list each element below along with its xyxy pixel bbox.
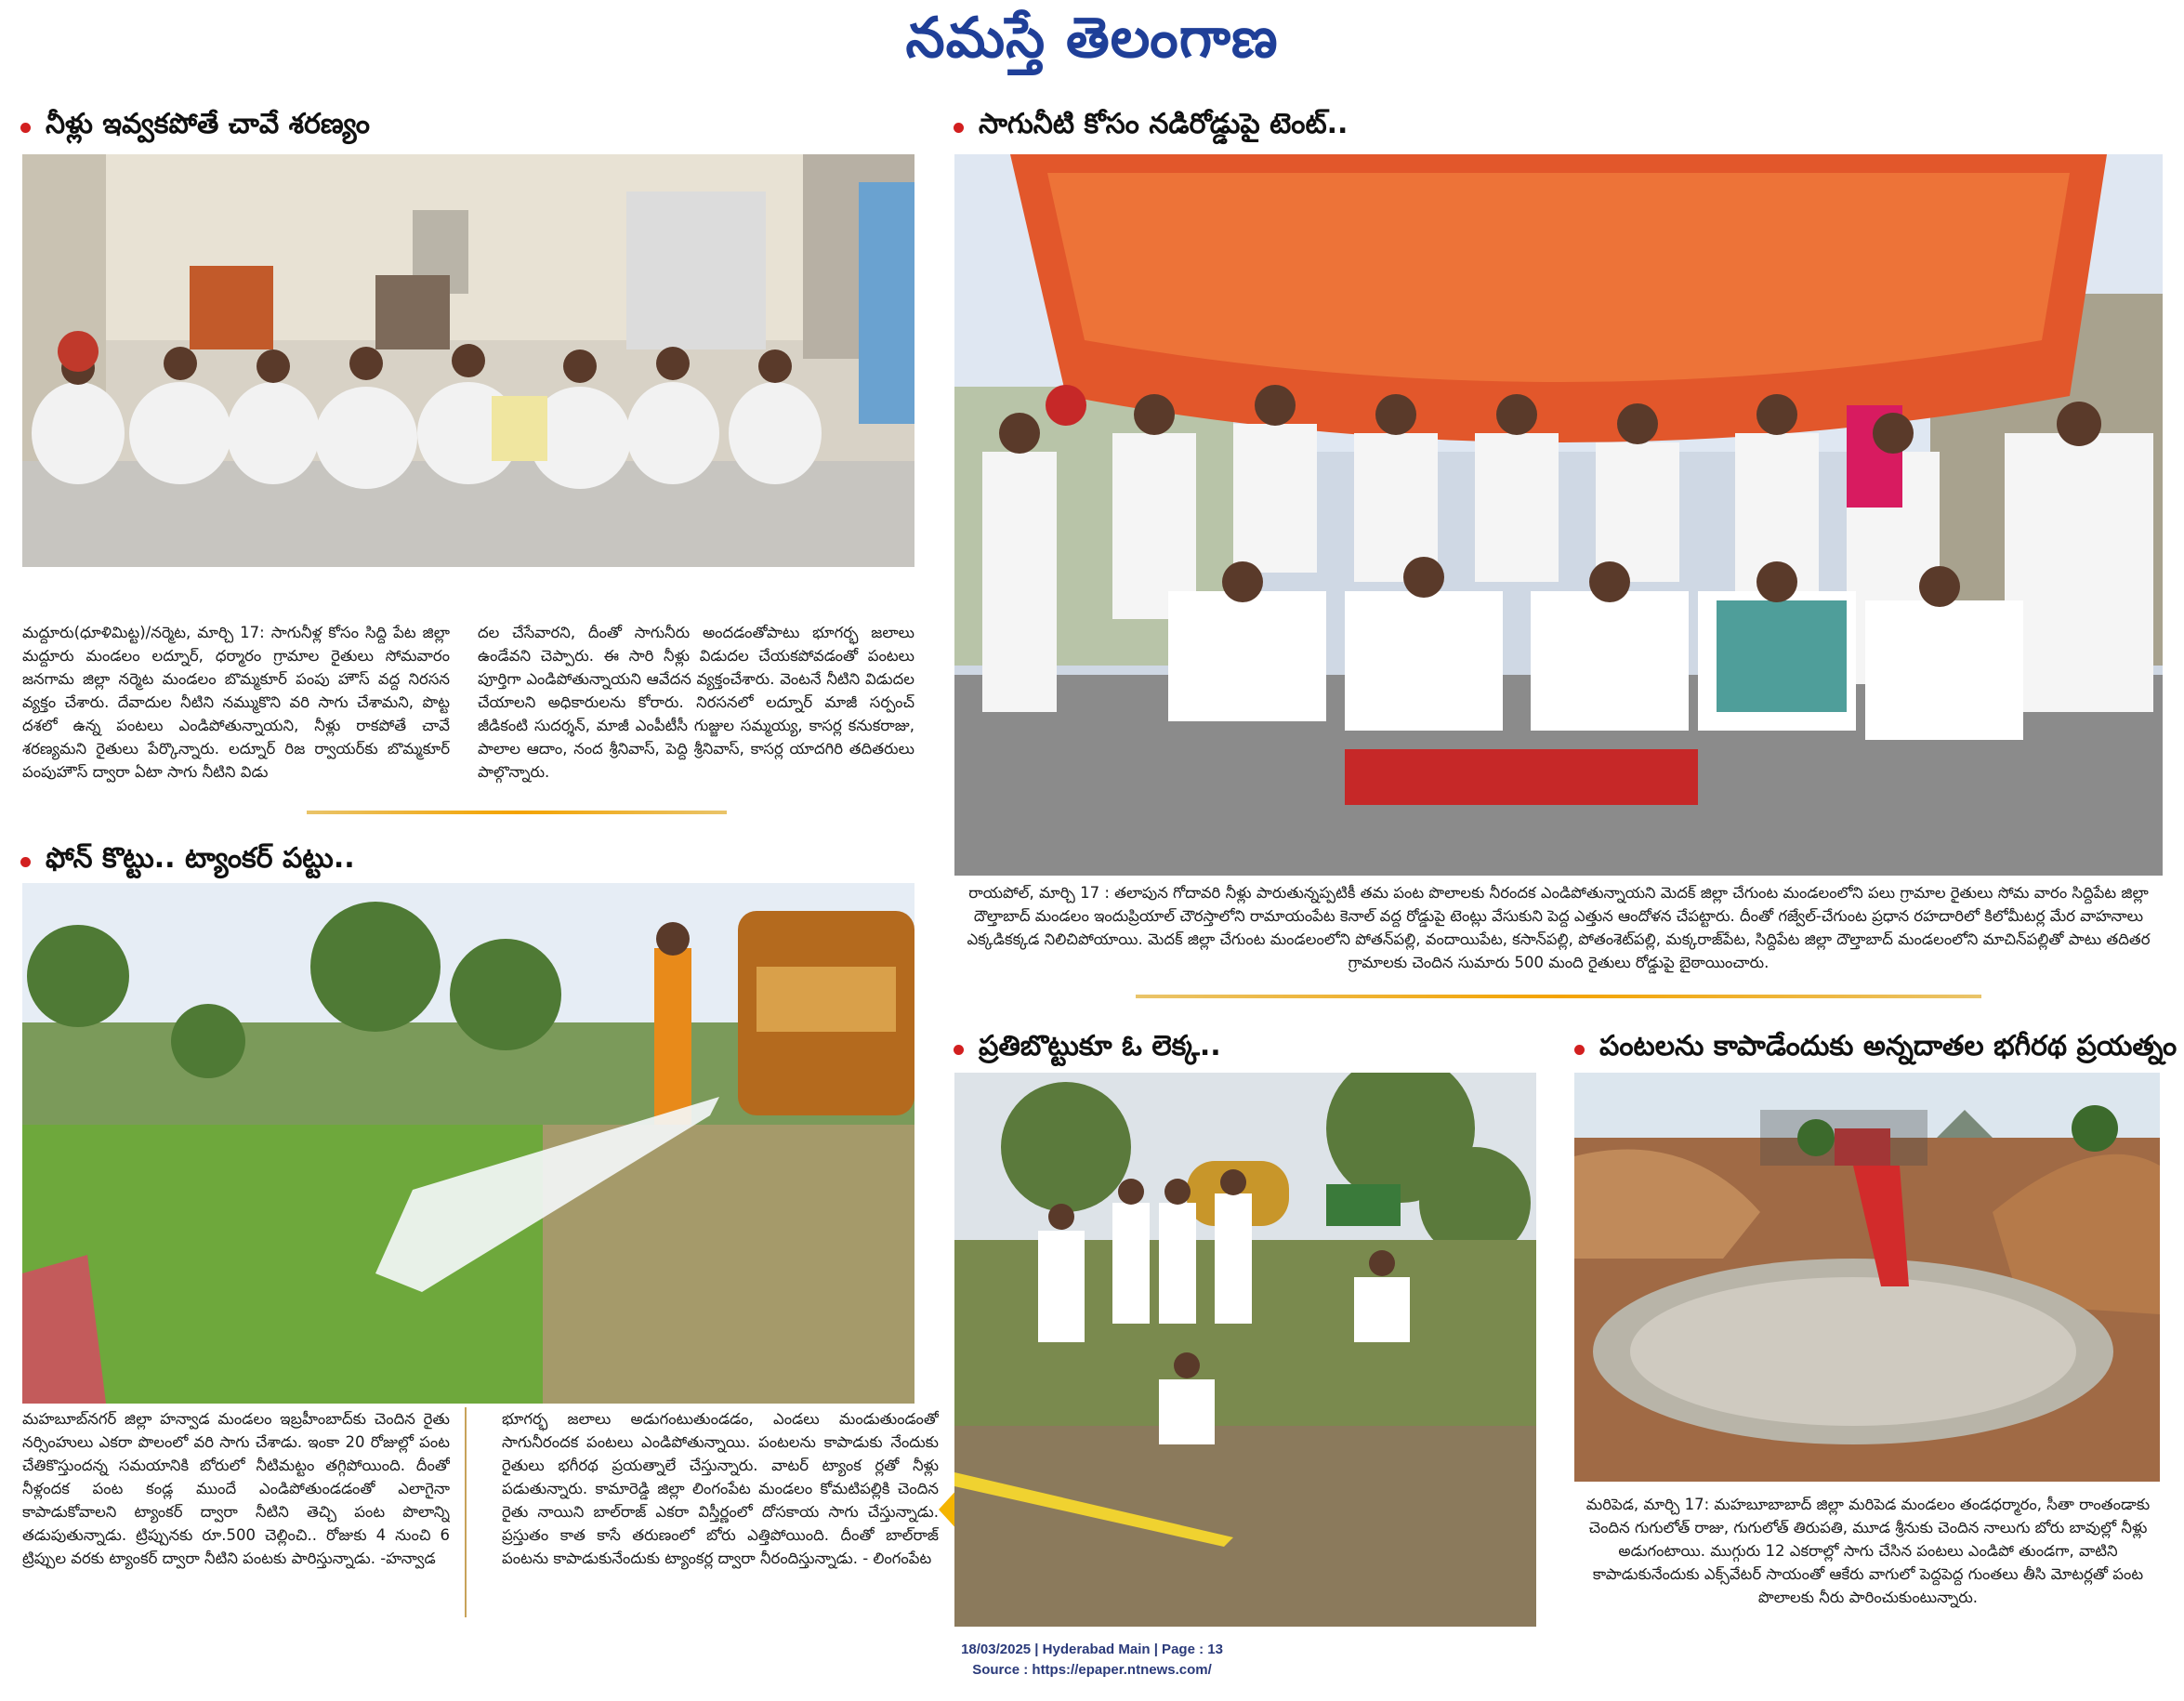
article-3-photo-water-tanker [22,883,914,1404]
bullet-icon [20,123,31,133]
article-5-title: పంటలను కాపాడేందుకు అన్నదాతల భగీరథ ప్రయత్నం [1599,1030,2177,1062]
article-4-heading [954,1030,1221,1069]
article-3-heading [20,842,355,881]
article-5-heading [1574,1030,2177,1069]
article-4-photo-farmers-field [954,1073,1536,1627]
article-2-title: సాగునీటి కోసం నడిరోడ్డుపై టెంట్‌.. [979,108,1349,140]
column-divider [465,1407,467,1617]
article-1-text-col-2: దల చేసేవారని, దీంతో సాగునీరు అందడంతోపాటు భూగర్భ జలాలు ఉండేవని చెప్పారు. ఈ సారి నీళ్లు విడుదల చేయకపోవడంతో పంటలు పూర్తిగా ఎండిపోతున్నాయని ఆవేదన వ్యక్తంచేశారు. వెంటనే నీటిని విడుదల చేయాలని అధికారులను కోరారు. నిరసనలో లద్నూర్‌ మాజీ సర్పంచ్‌ జీడికంటి సుదర్శన్‌, మాజీ ఎంపీటీసీ గుజ్జుల సమ్మయ్య, కాసర్ల కనుకరాజు, పాలాల ఆదాం, నంద శ్రీనివాస్‌, పెద్ది శ్రీనివాస్‌, కాసర్ల యాదగిరి తదితరులు పాల్గొన్నారు. [478,624,914,781]
article-4-title: ప్రతిబొట్టుకూ ఓ లెక్క.. [979,1030,1221,1062]
article-1-title: నీళ్లు ఇవ్వకపోతే చావే శరణ్యం [46,108,371,140]
article-1-photo-farmers-protest [22,154,914,567]
bullet-icon [954,123,964,133]
article-2-text: రాయపోల్‌, మార్చి 17 : తలాపున గోదావరి నీళ్లు పారుతున్నప్పటికీ తమ పంట పొలాలకు నీరందక ఎండిపోతున్నాయని మెదక్‌ జిల్లా చేగుంట మండలంలోని పలు గ్రామాల రైతులు సోమ వారం సిద్దిపేట జిల్లా దౌల్తాబాద్‌ మండలం ఇందుప్రియాల్‌ చౌరస్తాలోని రామాయంపేట కెనాల్‌ వద్ద రోడ్డుపై టెంట్లు వేసుకుని పెద్ద ఎత్తున ఆందోళన చేపట్టారు. దీంతో గజ్వేల్‌-చేగుంట ప్రధాన రహదారిలో కిలోమీటర్ల మేర వాహనాలు ఎక్కడికక్కడ నిలిచిపోయాయి. మెదక్‌ జిల్లా చేగుంట మండలంలోని పోతన్‌పల్లి, వందాయిపేట, కసాన్‌పల్లి, పోతంశెట్‌పల్లి, మక్కరాజ్‌పేట, సిద్దిపేట జిల్లా దౌల్తాబాద్‌ మండలంలోని మాచిన్‌పల్లితో పాటు తదితర గ్రామాలకు చెందిన సుమారు 500 మంది రైతులు రోడ్డుపై బైఠాయించారు. [967,884,2151,971]
article-2-divider [1136,995,1981,998]
article-5-text: మరిపెడ, మార్చి 17: మహబూబాబాద్‌ జిల్లా మరిపెడ మండలం తండధర్మారం, సీతా రాంతండాకు చెందిన గుగులోత్‌ రాజు, గుగులోత్‌ తిరుపతి, మూడ శ్రీనుకు చెందిన నాలుగు బోరు బావుల్లో నీళ్లు అడుగంటాయి. ముగ్గురు 12 ఎకరాల్లో సాగు చేసిన పంటలు ఎండిపో తుండగా, వాటిని కాపాడుకునేందుకు ఎక్స్‌వేటర్‌ సాయంతో ఆకేరు వాగులో పెద్దపెద్ద గుంతలు తీసి మోటర్లతో పంట పొలాలకు నీరు పారించుకుంటున్నారు. [1585,1496,2151,1606]
masthead-logo: నమస్తే తెలంగాణ [905,6,1279,71]
article-1-text-col-1: మద్దూరు(ధూళిమిట్ట)/నర్మెట, మార్చి 17: సాగునీళ్ల కోసం సిద్ది పేట జిల్లా మద్దూరు మండలం లద్నూర్‌, ధర్మారం గ్రామాల రైతులు సోమవారం జనగామ జిల్లా నర్మెట మండలం బొమ్మకూర్‌ పంపు హౌస్‌ వద్ద నిరసన వ్యక్తం చేశారు. దేవాదుల నీటిని నమ్ముకొని వరి సాగు చేశామని, పొట్ట దశలో ఉన్న పంటలు ఎండిపోతున్నాయని, నీళ్లు రాకపోతే చావే శరణ్యమని రైతులు పేర్కొన్నారు. లద్నూర్‌ రిజ ర్వాయర్‌కు బొమ్మకూర్‌ పంపుహౌస్‌ ద్వారా ఏటా సాగు నీటిని విడు [22,624,450,781]
bullet-icon [20,857,31,867]
article-1-heading [20,108,370,147]
article-1-divider [307,811,727,814]
footer-date-edition: 18/03/2025 | Hyderabad Main | Page : 13 [961,1642,1223,1657]
footer-source-link[interactable]: Source : https://epaper.ntnews.com/ [972,1662,1212,1678]
article-3-text-col-2: భూగర్భ జలాలు అడుగంటుతుండడం, ఎండలు మండుతుండంతో సాగునీరందక పంటలు ఎండిపోతున్నాయి. పంటలను కాపాడుకు నేందుకు రైతులు భగీరథ ప్రయత్నాలే చేస్తున్నారు. వాటర్‌ ట్యాంక ర్లతో నీళ్లు పడుతున్నారు. కామారెడ్డి జిల్లా లింగంపేట మండలం కోమటిపల్లికి చెందిన రైతు నాయిని బాల్‌రాజ్‌ ఎకరా విస్తీర్ణంలో దోసకాయ సాగు చేస్తున్నాడు. ప్రస్తుతం కాత కాసే తరుణంలో బోరు ఎత్తిపోయింది. దీంతో బాల్‌రాజ్‌ పంటను కాపాడుకునేందుకు ట్యాంకర్ల ద్వారా నీరందిస్తున్నాడు. - లింగంపేట [502,1410,939,1567]
article-2-photo-road-tent-protest [954,154,2163,876]
article-2-heading [954,108,1348,147]
article-3-title: ఫోన్‌ కొట్టు.. ట్యాంకర్‌ పట్టు.. [46,842,355,875]
bullet-icon [1574,1045,1585,1055]
article-5-photo-excavator-pit [1574,1073,2160,1482]
article-3-text-col-1: మహబూబ్‌నగర్‌ జిల్లా హన్వాడ మండలం ఇబ్రహీంబాద్‌కు చెందిన రైతు నర్సింహులు ఎకరా పొలంలో వరి సాగు చేశాడు. ఇంకా 20 రోజుల్లో పంట చేతికొస్తుందన్న సమయానికి బోరులో నీటిమట్టం తగ్గిపోయింది. దీంతో నీళ్లందక పంట కండ్ల ముందే ఎండిపోతుండడంతో ఎలాగైనా కాపాడుకోవాలని ట్యాంకర్‌ ద్వారా నీటిని తెచ్చి పంట పొలాన్ని తడుపుతున్నాడు. ట్రిప్పునకు రూ.500 చెల్లించి.. రోజుకు 4 నుంచి 6 ట్రిప్పుల వరకు ట్యాంకర్‌ ద్వారా నీటిని పంటకు పారిస్తున్నాడు. -హన్వాడ [22,1410,450,1567]
bullet-icon [954,1045,964,1055]
